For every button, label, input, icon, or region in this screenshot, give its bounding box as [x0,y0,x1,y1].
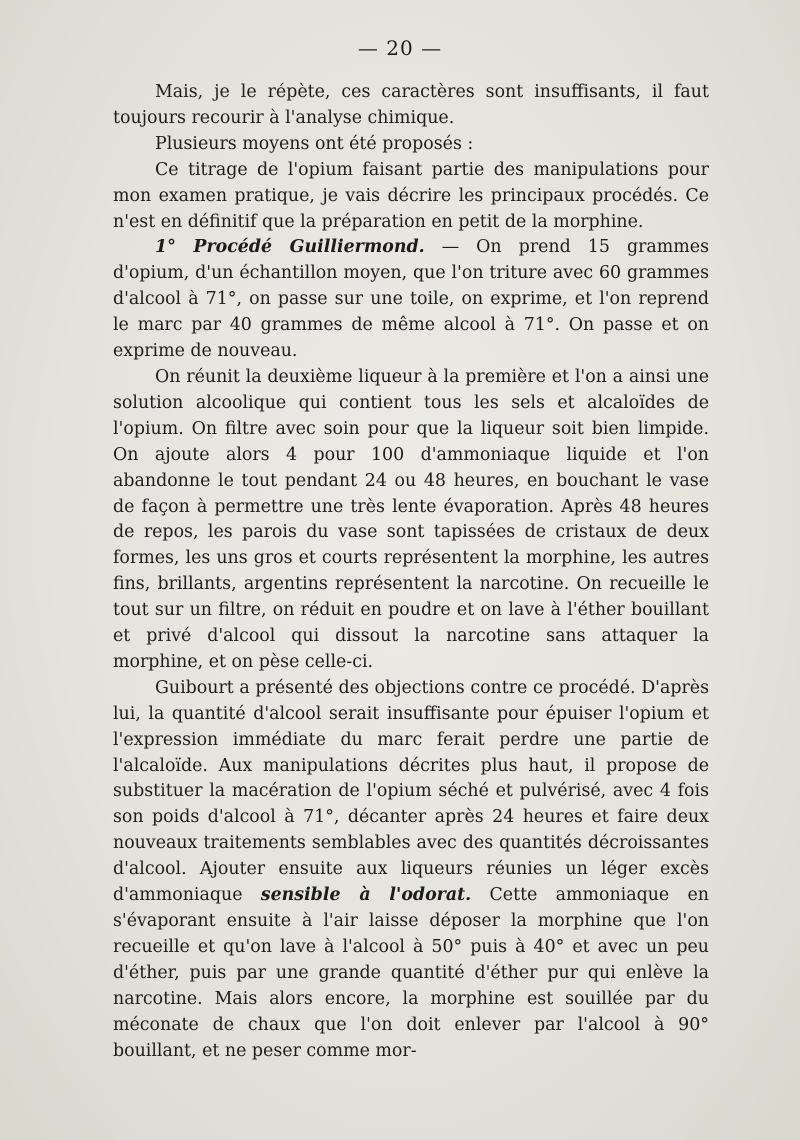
paragraph-2: Plusieurs moyens ont été proposés : [155,133,474,154]
body-text [113,80,709,1064]
paragraph-6-text-after: Cette ammoniaque en s'évaporant ensuite à l'air laisse déposer la morphine que l'on recueille et qu'on lave à l'alcool à 50° puis à 40° et avec un peu d'éther, puis par une grande quantité d'éther pur qui enlève la narcotine. Mais alors encore, la morphine est souillée par du méconate de chaux que l'on doit enlever par l'alcool à 90° bouillant, et ne peser comme mor- [113,885,709,1061]
paragraph-6 [113,676,709,1065]
paragraph-1: Mais, je le répète, ces caractères sont insuffisants, il faut toujours recourir à l'analyse chimique. [113,82,709,128]
paragraph-5: On réunit la deuxième liqueur à la première et l'on a ainsi une solution alcoolique qui contient tous les sels et alcaloïdes de l'opium. On filtre avec soin pour que la liqueur soit bien limpide. On ajoute alors 4 pour 100 d'ammoniaque liquide et l'on abandonne le tout pendant 24 ou 48 heures, en bouchant le vase de façon à permettre une très lente évaporation. Après 48 heures de repos, les parois du vase sont tapissées de cristaux de deux formes, les uns gros et courts représentent la morphine, les autres fins, brillants, argentins représentent la narcotine. On recueille le tout sur un filtre, on réduit en poudre et on lave à l'éther bouillant et privé d'alcool qui dissout la narcotine sans attaquer la morphine, et on pèse celle-ci. [113,366,709,672]
paragraph-4 [113,235,709,365]
paragraph-6-text-before: Guibourt a présenté des objections contre ce procédé. D'après lui, la quantité d'alcool serait insuffisante pour épuiser l'opium et l'expression immédiate du marc ferait perdre une partie de l'alcaloïde. Aux manipulations décrites plus haut, il propose de substituer la macération de l'opium séché et pulvérisé, avec 4 fois son poids d'alcool à 71°, décanter après 24 heures et faire deux nouveaux traitements semblables avec des quantités décroissantes d'alcool. Ajouter ensuite aux liqueurs réunies un léger excès d'ammoniaque [113,677,709,906]
emphasis-text: sensible à l'odorat. [260,885,472,906]
paragraph-3: Ce titrage de l'opium faisant partie des manipulations pour mon examen pratique, je vais décrire les principaux procédés. Ce n'est en définitif que la préparation en petit de la morphine. [113,159,709,232]
paragraph-4-text: — On prend 15 grammes d'opium, d'un échantillon moyen, que l'on triture avec 60 grammes d'alcool à 71°, on passe sur une toile, on exprime, et l'on reprend le marc par 40 grammes de même alcool à 71°. On passe et on exprime de nouveau. [113,237,709,362]
procedure-heading: 1° Procédé Guilliermond. [155,237,425,258]
page-number: — 20 — [357,36,443,60]
